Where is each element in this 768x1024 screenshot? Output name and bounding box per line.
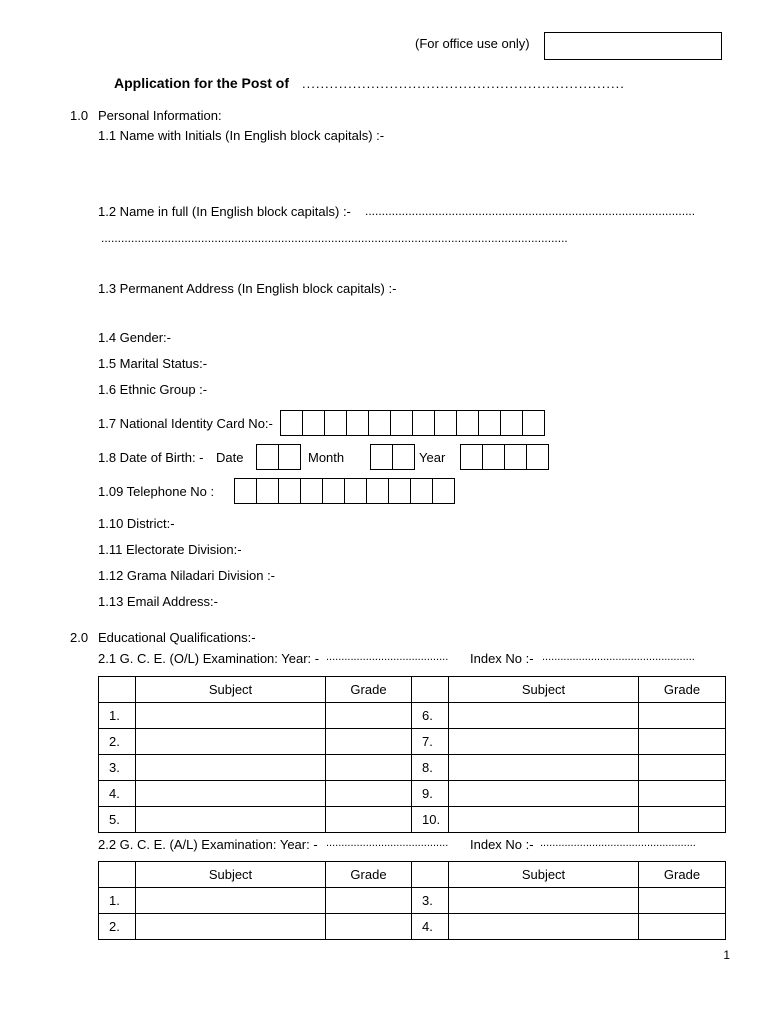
- subject-cell[interactable]: [449, 781, 639, 807]
- grade-cell[interactable]: [639, 729, 726, 755]
- grade-cell[interactable]: [639, 807, 726, 833]
- grade-cell[interactable]: [639, 755, 726, 781]
- ol-exam-label: 2.1 G. C. E. (O/L) Examination: Year: -: [98, 651, 320, 666]
- nic-label: 1.7 National Identity Card No:-: [98, 416, 273, 431]
- address-label: 1.3 Permanent Address (In English block capitals) :-: [98, 281, 397, 296]
- dob-year-box[interactable]: [504, 444, 527, 470]
- nic-boxes[interactable]: [280, 410, 545, 436]
- table-cell: [99, 862, 136, 888]
- al-index-label: Index No :-: [470, 837, 534, 852]
- nic-digit-box[interactable]: [368, 410, 391, 436]
- telephone-digit-box[interactable]: [388, 478, 411, 504]
- row-number: 6.: [412, 703, 449, 729]
- subject-cell[interactable]: [449, 729, 639, 755]
- row-number: 3.: [412, 888, 449, 914]
- nic-digit-box[interactable]: [500, 410, 523, 436]
- row-number: 9.: [412, 781, 449, 807]
- subject-cell[interactable]: [136, 888, 326, 914]
- page-number: 1: [723, 948, 730, 962]
- nic-digit-box[interactable]: [346, 410, 369, 436]
- grade-header: Grade: [326, 862, 412, 888]
- dob-date-label: Date: [216, 450, 244, 465]
- nic-digit-box[interactable]: [324, 410, 347, 436]
- subject-cell[interactable]: [136, 781, 326, 807]
- dob-year-box[interactable]: [482, 444, 505, 470]
- telephone-digit-box[interactable]: [234, 478, 257, 504]
- dob-month-box[interactable]: [370, 444, 393, 470]
- dob-month-label: Month: [308, 450, 345, 465]
- grade-header: Grade: [326, 677, 412, 703]
- electorate-label: 1.11 Electorate Division:-: [98, 542, 242, 557]
- dob-month-box[interactable]: [392, 444, 415, 470]
- subject-cell[interactable]: [136, 807, 326, 833]
- row-number: 1.: [99, 703, 136, 729]
- subject-cell[interactable]: [449, 703, 639, 729]
- row-number: 2.: [99, 729, 136, 755]
- name-full-label: 1.2 Name in full (In English block capitals) :-: [98, 204, 351, 219]
- subject-header: Subject: [136, 862, 326, 888]
- table-row: [99, 703, 726, 729]
- row-number: 4.: [99, 781, 136, 807]
- telephone-digit-box[interactable]: [344, 478, 367, 504]
- nic-digit-box[interactable]: [302, 410, 325, 436]
- subject-cell[interactable]: [449, 888, 639, 914]
- telephone-digit-box[interactable]: [432, 478, 455, 504]
- row-number: 3.: [99, 755, 136, 781]
- nic-digit-box[interactable]: [434, 410, 457, 436]
- table-cell: [99, 677, 136, 703]
- telephone-boxes[interactable]: [234, 478, 455, 504]
- subject-cell[interactable]: [449, 755, 639, 781]
- post-name-line[interactable]: ......................................................................: [302, 76, 625, 91]
- row-number: 5.: [99, 807, 136, 833]
- gender-label: 1.4 Gender:-: [98, 330, 171, 345]
- grade-cell[interactable]: [639, 888, 726, 914]
- nic-digit-box[interactable]: [390, 410, 413, 436]
- al-year-line[interactable]: ........................................: [326, 837, 449, 849]
- name-full-line-2[interactable]: ............................................................................................................................................: [101, 231, 568, 245]
- nic-digit-box[interactable]: [478, 410, 501, 436]
- dob-date-boxes[interactable]: [256, 444, 301, 470]
- section-2-number: 2.0: [70, 630, 89, 645]
- grade-header: Grade: [639, 677, 726, 703]
- table-row: [99, 729, 726, 755]
- page-title: Application for the Post of: [114, 75, 289, 91]
- section-1-heading: Personal Information:: [98, 108, 222, 123]
- grade-cell[interactable]: [326, 755, 412, 781]
- ol-index-line[interactable]: ..................................................: [542, 651, 695, 663]
- nic-digit-box[interactable]: [280, 410, 303, 436]
- section-1-number: 1.0: [70, 108, 89, 123]
- name-full-line[interactable]: ...................................................................................................: [365, 204, 696, 218]
- subject-header: Subject: [136, 677, 326, 703]
- table-header-row: [99, 677, 726, 703]
- table-row: [99, 914, 726, 940]
- table-header-row: [99, 862, 726, 888]
- dob-year-box[interactable]: [526, 444, 549, 470]
- row-number: 2.: [99, 914, 136, 940]
- office-use-box[interactable]: [544, 32, 722, 60]
- nic-digit-box[interactable]: [522, 410, 545, 436]
- table-cell: [412, 862, 449, 888]
- dob-year-label: Year: [419, 450, 446, 465]
- row-number: 1.: [99, 888, 136, 914]
- grama-niladari-label: 1.12 Grama Niladari Division :-: [98, 568, 276, 583]
- subject-cell[interactable]: [449, 807, 639, 833]
- subject-header: Subject: [449, 862, 639, 888]
- grade-cell[interactable]: [326, 807, 412, 833]
- al-exam-label: 2.2 G. C. E. (A/L) Examination: Year: -: [98, 837, 318, 852]
- marital-status-label: 1.5 Marital Status:-: [98, 356, 208, 371]
- telephone-digit-box[interactable]: [278, 478, 301, 504]
- ol-results-table: [98, 676, 726, 833]
- telephone-digit-box[interactable]: [256, 478, 279, 504]
- table-row: [99, 807, 726, 833]
- dob-month-boxes[interactable]: [370, 444, 415, 470]
- office-use-label: (For office use only): [415, 36, 530, 51]
- grade-cell[interactable]: [326, 914, 412, 940]
- table-row: [99, 755, 726, 781]
- telephone-digit-box[interactable]: [300, 478, 323, 504]
- subject-cell[interactable]: [136, 729, 326, 755]
- grade-cell[interactable]: [639, 703, 726, 729]
- telephone-label: 1.09 Telephone No :: [98, 484, 215, 499]
- email-label: 1.13 Email Address:-: [98, 594, 218, 609]
- dob-year-boxes[interactable]: [460, 444, 549, 470]
- grade-cell[interactable]: [326, 703, 412, 729]
- nic-digit-box[interactable]: [412, 410, 435, 436]
- table-row: [99, 781, 726, 807]
- grade-cell[interactable]: [326, 729, 412, 755]
- section-2-heading: Educational Qualifications:-: [98, 630, 256, 645]
- row-number: 10.: [412, 807, 449, 833]
- dob-date-box[interactable]: [256, 444, 279, 470]
- grade-cell[interactable]: [639, 914, 726, 940]
- ol-year-line[interactable]: ........................................: [326, 651, 449, 663]
- subject-cell[interactable]: [136, 914, 326, 940]
- table-row: [99, 888, 726, 914]
- subject-header: Subject: [449, 677, 639, 703]
- row-number: 4.: [412, 914, 449, 940]
- al-results-table: [98, 861, 726, 940]
- grade-cell[interactable]: [639, 781, 726, 807]
- subject-cell[interactable]: [136, 755, 326, 781]
- telephone-digit-box[interactable]: [322, 478, 345, 504]
- name-initials-label: 1.1 Name with Initials (In English block capitals) :-: [98, 128, 385, 143]
- table-cell: [412, 677, 449, 703]
- telephone-digit-box[interactable]: [410, 478, 433, 504]
- dob-label: 1.8 Date of Birth: -: [98, 450, 204, 465]
- row-number: 7.: [412, 729, 449, 755]
- district-label: 1.10 District:-: [98, 516, 175, 531]
- ol-index-label: Index No :-: [470, 651, 534, 666]
- al-index-line[interactable]: ...................................................: [540, 837, 696, 849]
- subject-cell[interactable]: [449, 914, 639, 940]
- nic-digit-box[interactable]: [456, 410, 479, 436]
- dob-year-box[interactable]: [460, 444, 483, 470]
- grade-cell[interactable]: [326, 888, 412, 914]
- ethnic-group-label: 1.6 Ethnic Group :-: [98, 382, 208, 397]
- grade-cell[interactable]: [326, 781, 412, 807]
- telephone-digit-box[interactable]: [366, 478, 389, 504]
- subject-cell[interactable]: [136, 703, 326, 729]
- grade-header: Grade: [639, 862, 726, 888]
- dob-date-box[interactable]: [278, 444, 301, 470]
- row-number: 8.: [412, 755, 449, 781]
